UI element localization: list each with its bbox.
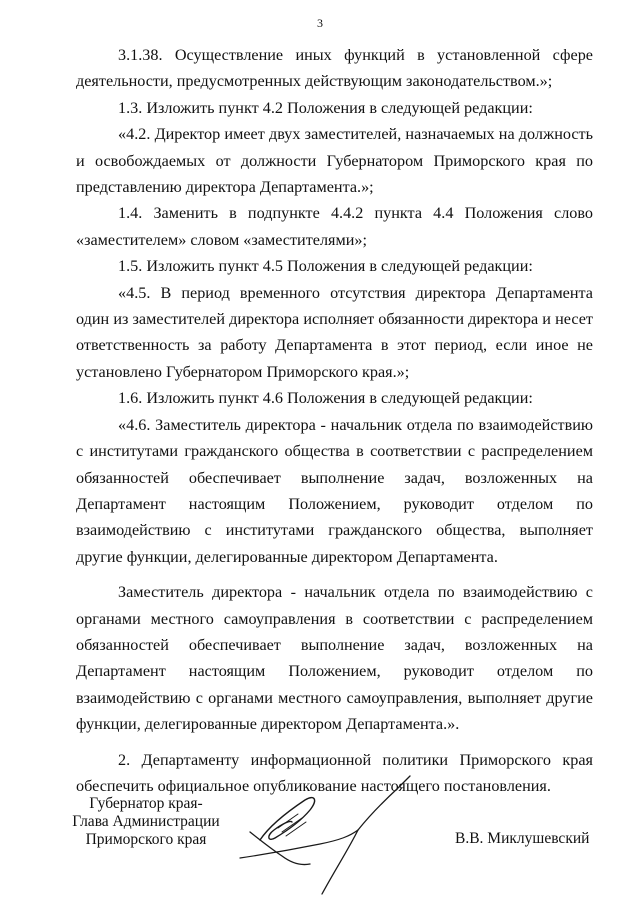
paragraph-2-publication: 2. Департаменту информационной политики Приморского края обеспечить официальное опубликование настоящего постановления. bbox=[76, 750, 593, 795]
paragraph-1-3: 1.3. Изложить пункт 4.2 Положения в следующей редакции: bbox=[118, 98, 533, 117]
paragraph-1-5: 1.5. Изложить пункт 4.5 Положения в следующей редакции: bbox=[118, 257, 533, 276]
paragraph-1-4: 1.4. Заменить в подпункте 4.4.2 пункта 4.4 Положения слово «заместителем» словом «заместителями»; bbox=[76, 204, 593, 249]
signatory-name: В.В. Миклушевский bbox=[455, 830, 590, 847]
paragraph-3-1-38: 3.1.38. Осуществление иных функций в установленной сфере деятельности, предусмотренных действующим законодательством.»; bbox=[76, 46, 593, 91]
page-number: 3 bbox=[317, 16, 323, 30]
signatory-title-line: Губернатор края- bbox=[89, 795, 203, 812]
signatory-title bbox=[56, 795, 236, 849]
paragraph-1-6: 1.6. Изложить пункт 4.6 Положения в следующей редакции: bbox=[118, 389, 533, 408]
signatory-title-line: Глава Администрации bbox=[72, 813, 220, 830]
paragraph-4-2-quote: «4.2. Директор имеет двух заместителей, назначаемых на должность и освобождаемых от должности Губернатором Приморского края по представлению директора Департамента.»; bbox=[76, 125, 593, 197]
paragraph-4-5-quote: «4.5. В период временного отсутствия директора Департамента один из заместителей директора исполняет обязанности директора и несет ответственность за работу Департамента в этот период, если иное не установлено Губернатором Приморского края.»; bbox=[76, 283, 593, 381]
handwritten-signature bbox=[230, 770, 440, 900]
signatory-title-line: Приморского края bbox=[85, 831, 207, 848]
paragraph-4-6-quote: «4.6. Заместитель директора - начальник отдела по взаимодействию с институтами гражданского общества в соответствии с распределением обязанностей обеспечивает выполнение задач, возложенных на Департамент настоящим Положением, руководит отделом по взаимодействию с институтами гражданского общества, выполняет другие функции, делегированные директором Департамента. bbox=[76, 415, 593, 566]
document-body bbox=[76, 42, 593, 799]
paragraph-deputy-local-government: Заместитель директора - начальник отдела по взаимодействию с органами местного самоуправления в соответствии с распределением обязанностей обеспечивает выполнение задач, возложенных на Департамент настоящим Положением, руководит отделом по взаимодействию с органами местного самоуправления, выполняет другие функции, делегированные директором Департамента.». bbox=[76, 583, 593, 734]
